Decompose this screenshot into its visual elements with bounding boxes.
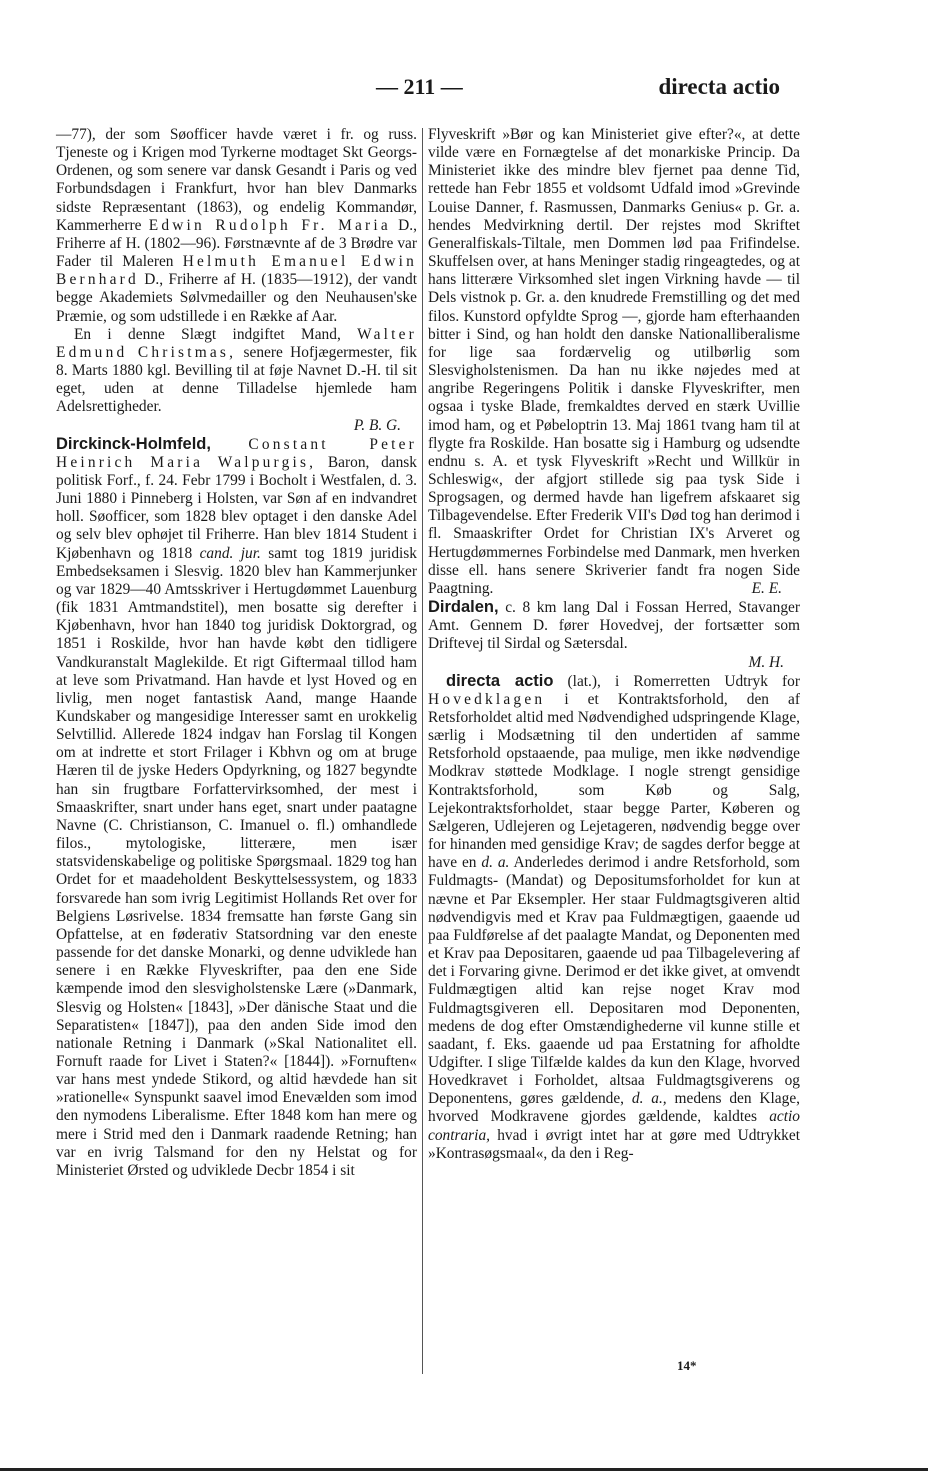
text: samt tog 1819 juridisk Embedseksamen i Slesvig. 1820 blev han Kammerjunker og var 1829—40 Amtsskriver i Hertugdømmet Lauenburg (fik 1831 Amtmandstitel), men bosatte sig derefter i Kjøbenhavn, hvor han 1840 tog juridisk Doktorgrad, og 1851 i Roskilde, hvor han havde købt den tidligere Vandkuranstalt Maglekilde. Et rigt Giftermaal tillod ham at leve som Privatmand. Han havde et lyst Hoved og en livlig, men noget fantastisk Aand, mange Haande Kundskaber og mangesidige Interesser samt en urokkelig Selvtillid. Allerede 1824 indgav han Forslag til Kongen om at indrette et stort Frilager i Kbhvn og om at bruge Hæren til de jyske Heders Opdyrkning, og 1827 begyndte han sin frugtbare Forfattervirksomhed, der mest i Smaaskrifter, snart under hans eget, snart under paatagne Navne (C. Christianson, C. Imanuel o. fl.) omhandlede filos., mytologiske, litterære, men især statsvidenskabelige og politiske Spørgsmaal. 1829 tog han Ordet for et maadeholdent Beskyttelsessystem, og 1833 forsvarede han som ivrig Legitimist Hollands Ret over for Belgiens Løsrivelse. 1834 fremsatte han første Gang sin Opfattelse, at en føderativ Statsordning var den eneste passende for det danske Monarki, og denne udviklede han senere i en Række Flyveskrifter, paa den ene Side kæmpende imod den slesvigholstenske Lære (»Danmark, Slesvig og Holsten« [1843], »Der dänische Staat und die Separatisten« [1847]), paa den anden Side imod den nationale Retning i Danmark (»Skal Nationalitet ell. Fornuft raade for Livet i Staten?« [1844]). »Fornuften« var hans mest yndede Stikord, og altid hævdede han sit »rationelle« Synspunkt saavel imod Enevælden som imod den nymodens Liberalisme. Efter 1848 kom han mere og mere i Strid med den i Danmark raadende Retning; han var en ivrig Talsmand for den ny Helstat og for Ministeriet Ørsted og udviklede Decbr 1854 i sit xyxy=(56,544,417,1179)
page-number: — 211 — xyxy=(376,74,463,99)
italic-text: cand. jur. xyxy=(199,544,261,562)
text: —77), der som Søofficer havde været i fr. og russ. Tjeneste og i Krigen mod Tyrkerne modtaget Skt Georgs-Ordenen, og som senere var dansk Gesandt i Paris og ved Forbundsdagen i Frankfurt, hvor han blev Danmarks sidste Repræsentant (1863), og endelig Kommandør, Kammerherre xyxy=(56,126,417,234)
author-signature: M. H. xyxy=(748,653,784,671)
spaced-name: Walter Edmund Christmas, xyxy=(56,325,417,361)
signature-mark: 14* xyxy=(677,1358,697,1373)
author-signature: P. B. G. xyxy=(353,416,401,434)
spaced-name: Helmuth Emanuel Edwin Bernhard xyxy=(56,253,418,289)
italic-text: d. a. xyxy=(481,854,510,872)
entry-directa-actio xyxy=(428,672,800,1163)
text: (lat.), i Romerretten Udtryk for xyxy=(567,672,800,690)
page-header xyxy=(0,74,928,114)
text: c. 8 km lang Dal i Fossan Herred, Stavanger Amt. Gennem D. fører Hovedvej, der fortsætter som Driftevej til Sirdal og Sætersdal. xyxy=(428,599,800,653)
running-head: directa actio xyxy=(658,74,780,99)
headword: Dirdalen, xyxy=(428,598,499,617)
right-column xyxy=(428,126,800,1163)
paragraph xyxy=(428,126,800,598)
headword: Dirckinck-Holmfeld, xyxy=(56,434,211,453)
column-divider xyxy=(422,128,423,1374)
paragraph xyxy=(56,326,417,417)
text: hvad i øvrigt intet har at gøre med Udtrykket »Kontrasøgsmaal«, da den i Reg- xyxy=(428,1126,800,1162)
text: Baron, dansk politisk Forf., f. 24. Febr 1799 i Bocholt i Westfalen, d. 3. Juni 1880 i Pinneberg i Holsten, var Søn af en indvandret holl. Søofficer, som 1828 blev optaget i den danske Adel og selv blev ophøjet til Friherre. Han blev 1814 Student i Kjøbenhavn og 1818 xyxy=(56,453,417,562)
entry-dirckinck-holmfeld xyxy=(56,435,417,1180)
paragraph xyxy=(56,126,417,326)
entry-dirdalen xyxy=(428,598,800,653)
spaced-name: Constant Peter Heinrich Maria Walpurgis, xyxy=(56,435,417,471)
text: D., Friherre af H. (1835—1912), der vandt begge Akademiets Sølvmedailler og den Neuhausen'ske Præmie, og som udstillede i en Række af Aar. xyxy=(56,271,417,325)
spaced-name: Edwin Rudolph Fr. Maria xyxy=(148,216,391,234)
text: Anderledes derimod i andre Retsforhold, som Fuldmagts- (Mandat) og Depositumsforholdet for kun at nævne et Par Eksempler. Her staar Fuldmagtsgiveren altid nødvendigvis med et Krav paa Fuldmægtigen, gaaende ud paa Fuldførelse af det paalagte Mandat, og Deponenten med et Krav paa Depositaren, gaaende ud paa Tilbagelevering af det i Forvaring givne. Derimod er det ikke givet, at omvendt Fuldmægtigen altid kan rejse noget Krav mod Fuldmagtsgiveren ell. Depositaren mod Deponenten, medens de dog efter Omstændighederne vil kunne stille et saadant, f. Eks. gaaende ud paa Erstatning for afholdte Udgifter. I slige Tilfælde kaldes da kun den Klage, hvorved Hovedkravet i Forholdet, altsaa Fuldmagtsgiverens og Deponentens, gøres gældende, xyxy=(428,854,800,1108)
headword: directa actio xyxy=(446,671,554,690)
author-signature: E. E. xyxy=(751,579,782,597)
text: Flyveskrift »Bør og kan Ministeriet give efter?«, at dette vilde være en Fornægtelse af det monarkiske Princip. Da Ministeriet ikke des mindre blev fjernet paa denne Tid, rettede han Febr 1855 et voldsomt Udfald imod »Grevinde Louise Danner, f. Rasmussen, Danmarks Genius« p. Gr. a. hendes Medvirkning dertil. Der rejstes mod Skriftet Generalfiskals-Tiltale, men Dommen lød paa Frifindelse. Skuffelsen over, at hans Meninger stadig ringeagtedes, og at hans litterære Virksomhed slet ingen Virkning havde — til Dels vistnok p. Gr. a. den knudrede Fremstilling og det med filos. Kunstord opfyldte Sprog —, gjorde ham efterhaanden bitter i Sind, og han holdt den danske Nationalliberalisme for lige saa fordærvelig og utilbørlig som Slesvigholstenismen. Da han nu ikke nøjedes med at angribe Regeringens Politik i danske Flyveskrifter, men ogsaa i tyske Blade, fremkaldtes derved en stærk Uvillie imod ham, og et Pøbeloptrin 13. Maj 1861 tvang ham til at flygte fra Roskilde. Han bosatte sig i Hamburg og udsendte endnu s. A. et tysk Flyveskrift »Recht und Willkür in Schleswig«, der afgjort stillede sig paa tysk Side i Sprogsagen, og dermed havde han ligefrem afskaaret sig Tilbagevendelse. Efter Frederik VII's Død tog han derimod i fl. Smaaskrifter Ordet for Christian IX's Arveret og Hertugdømmernes Forbindelse med Danmark, men hverken disse ell. hans senere Skriverier fandt fra nogen Side Paagtning. xyxy=(428,126,800,597)
text: medens den Klage, hvorved Modkravene gjordes gældende, kaldtes xyxy=(428,1090,801,1126)
left-column xyxy=(56,126,417,1180)
text: senere Hofjægermester, fik 8. Marts 1880 kgl. Bevilling til at føje Navnet D.-H. til sit eget, uden at denne Tilladelse hjemlede ham Adelsrettigheder. xyxy=(56,343,417,416)
spaced-term: Hovedklagen xyxy=(428,690,546,708)
italic-text: d. a., xyxy=(631,1090,667,1108)
text: En i denne Slægt indgiftet Mand, xyxy=(74,325,341,343)
text: D., Friherre af H. (1802—96). Førstnævnte af de 3 Brødre var Fader til Maleren xyxy=(56,216,417,271)
bottom-rule xyxy=(0,1468,928,1471)
italic-text: actio contraria, xyxy=(428,1108,800,1144)
text: i et Kontraktsforhold, den af Retsforholdet altid med Nødvendighed udspringende Klage, særlig i Modsætning til den undertiden af samme Retsforhold opstaaende, paa mulige, men ikke nødvendige Modkrav støttede Modklage. I nogle strengt gensidige Kontraktsforhold, som Køb og Salg, Lejekontraktsforholdet, staar begge Parter, Køberen og Sælgeren, Udlejeren og Lejetageren, nødvendig begge over for hinanden med gensidige Krav; de sagdes derfor begge at have en xyxy=(428,690,800,872)
